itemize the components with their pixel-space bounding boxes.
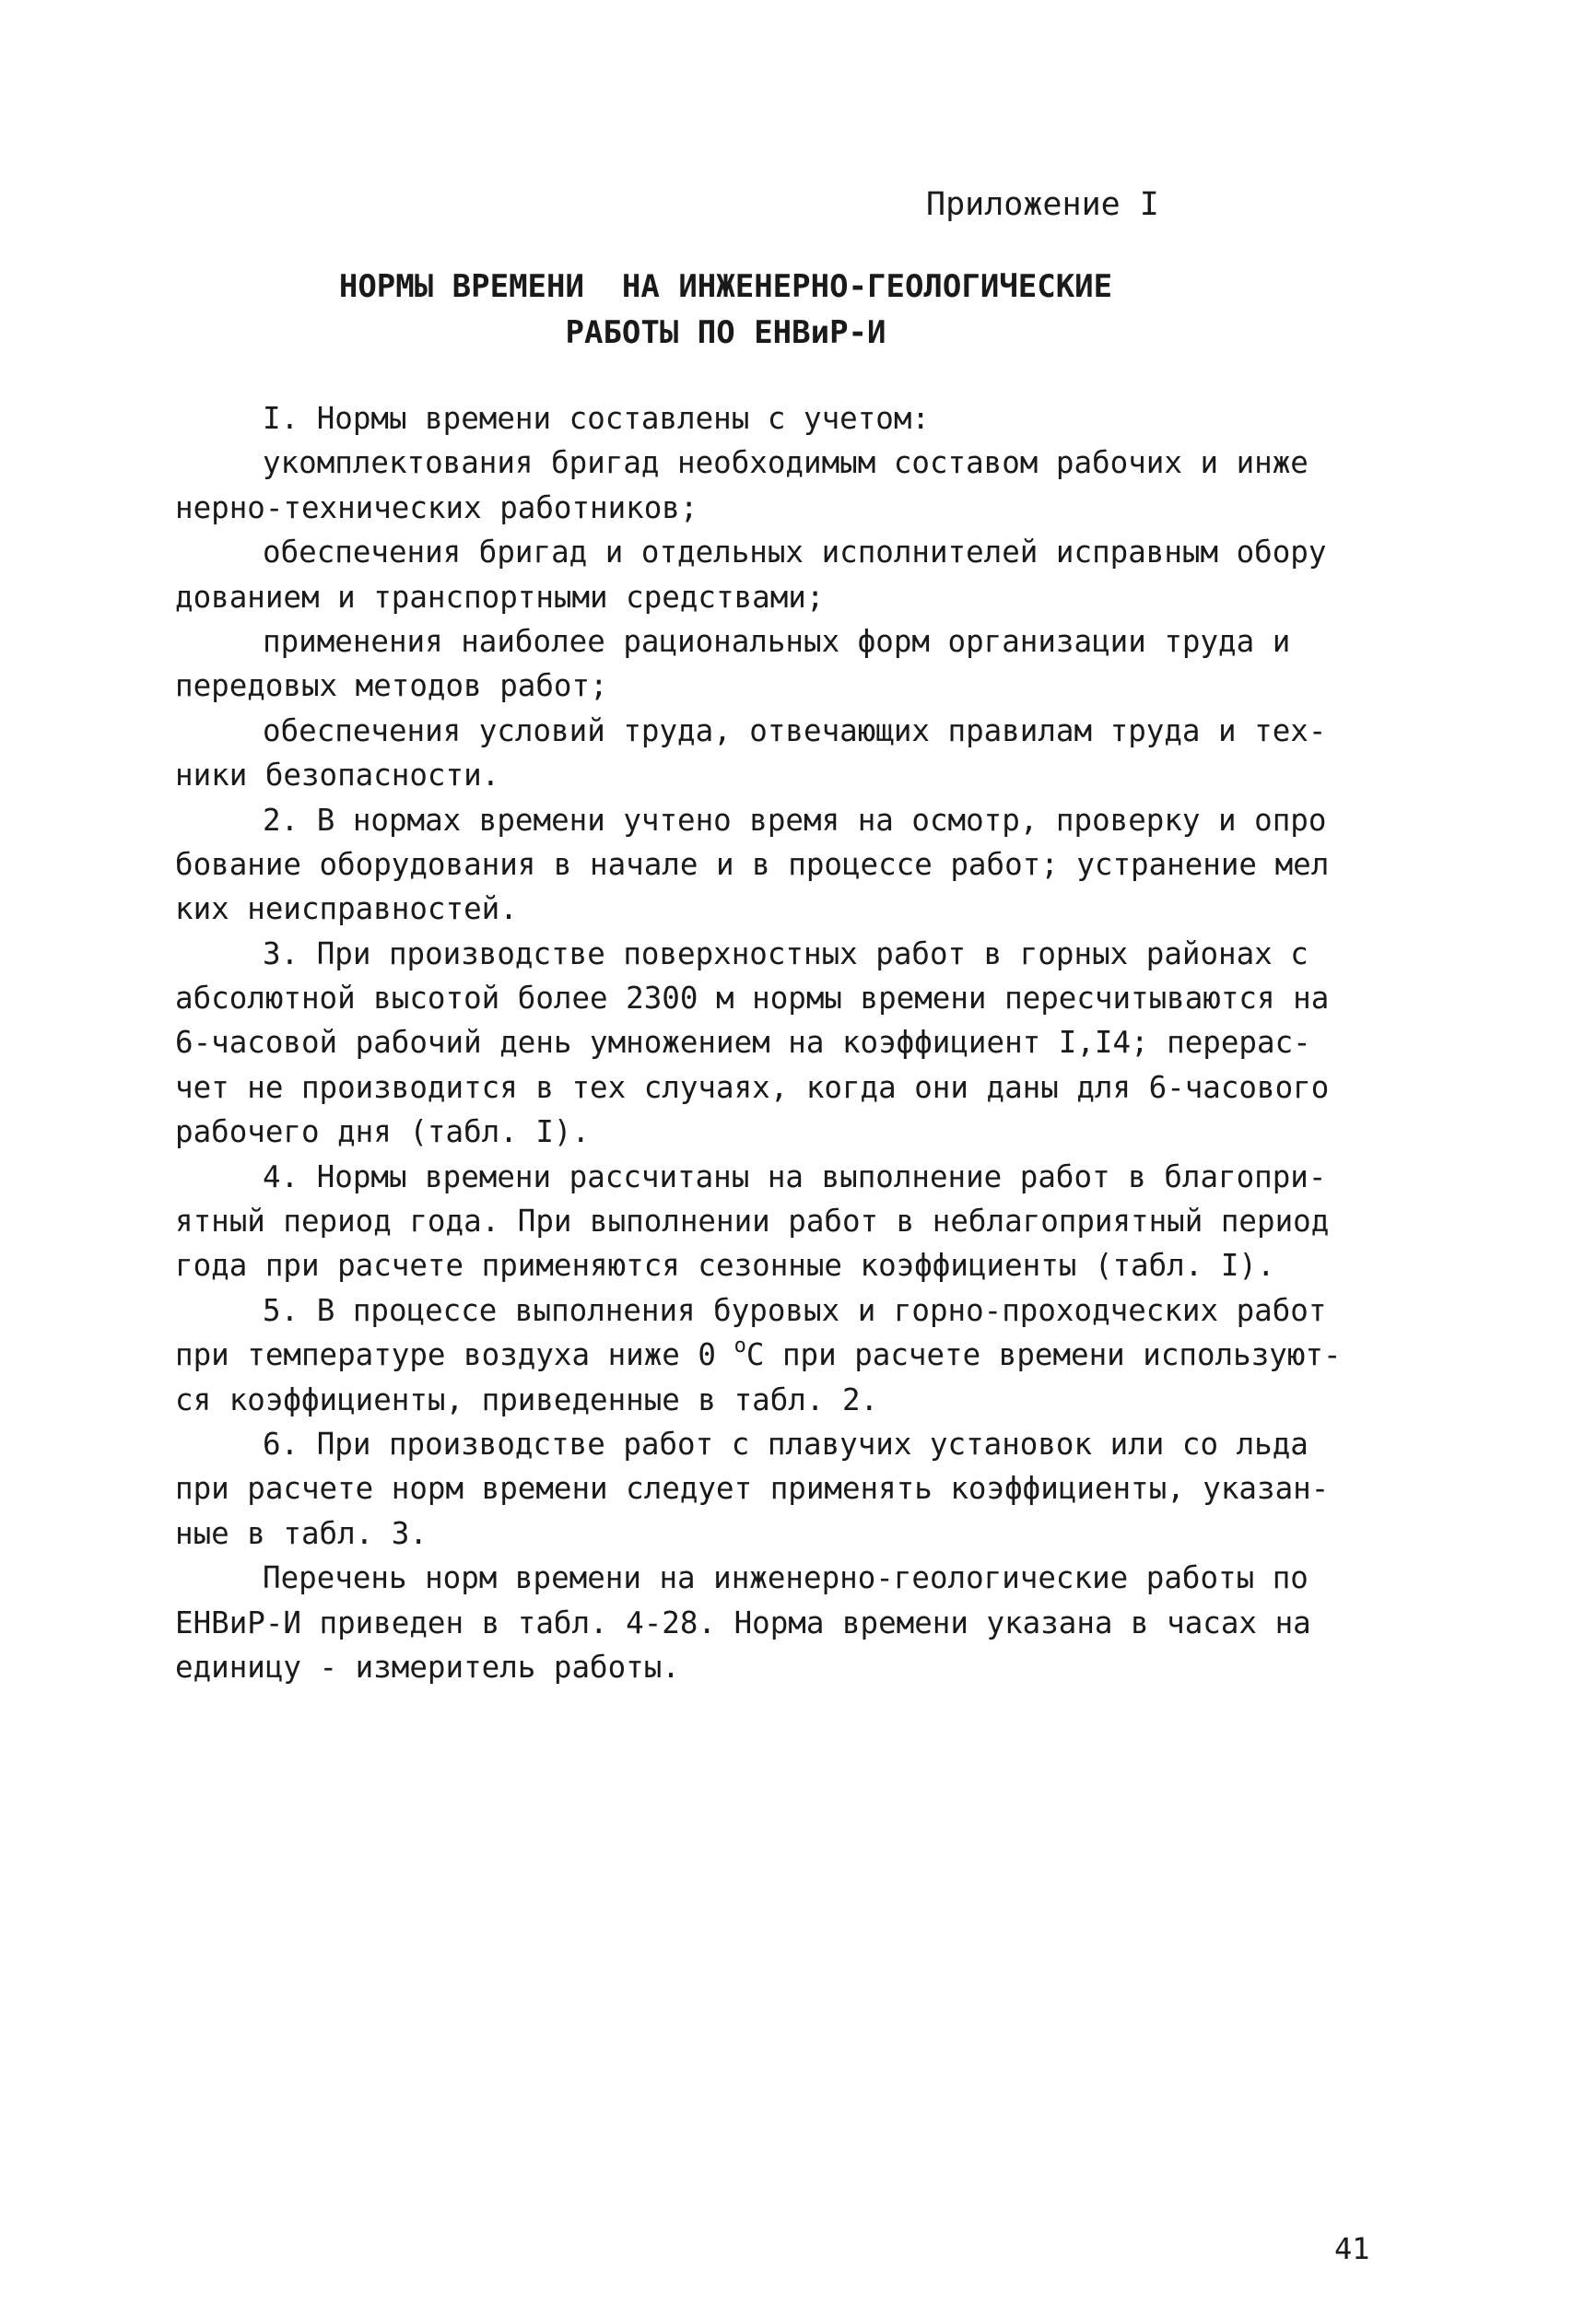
paragraph-line: передовых методов работ;: [175, 668, 608, 704]
text-segment: С при расчете времени используют-: [745, 1337, 1342, 1373]
paragraph-7-line: Перечень норм времени на инженерно-геологические работы по: [263, 1560, 1308, 1596]
title-line-1: НОРМЫ ВРЕМЕНИ НА ИНЖЕНЕРНО-ГЕОЛОГИЧЕСКИЕ: [338, 268, 1113, 305]
paragraph-line: применения наиболее рациональных форм организации труда и: [263, 623, 1291, 659]
paragraph-line: бование оборудования в начале и в процессе работ; устранение мел: [175, 846, 1330, 882]
paragraph-line: ких неисправностей.: [175, 891, 518, 927]
paragraph-1-line: I. Нормы времени составлены с учетом:: [263, 401, 930, 436]
paragraph-line: обеспечения бригад и отдельных исполнителей исправным обору: [263, 535, 1327, 570]
paragraph-line: при расчете норм времени следует применять коэффициенты, указан-: [175, 1471, 1330, 1507]
document-title: [175, 264, 1276, 356]
paragraph-line: ЕНВиР-И приведен в табл. 4-28. Норма времени указана в часах на: [175, 1605, 1311, 1640]
paragraph-line: 6-часовой рабочий день умножением на коэффициент I,I4; перерас-: [175, 1025, 1311, 1061]
paragraph-line: ники безопасности.: [175, 758, 500, 794]
paragraph-3-line: 3. При производстве поверхностных работ в горных районах с: [263, 935, 1308, 971]
paragraph-line: [175, 1333, 1373, 1377]
paragraph-line: ные в табл. 3.: [175, 1515, 428, 1551]
paragraph-line: ся коэффициенты, приведенные в табл. 2.: [175, 1381, 879, 1417]
paragraph-4-line: 4. Нормы времени рассчитаны на выполнение работ в благопри-: [263, 1158, 1327, 1194]
degree-superscript: о: [733, 1334, 746, 1358]
title-line-2: РАБОТЫ ПО ЕНВиР-И: [565, 314, 886, 351]
paragraph-line: дованием и транспортными средствами;: [175, 579, 825, 615]
paragraph-2-line: 2. В нормах времени учтено время на осмотр, проверку и опро: [263, 802, 1327, 838]
paragraph-line: абсолютной высотой более 2300 м нормы времени пересчитываются на: [175, 981, 1330, 1017]
paragraph-line: года при расчете применяются сезонные коэффициенты (табл. I).: [175, 1248, 1275, 1284]
paragraph-line: единицу - измеритель работы.: [175, 1649, 680, 1685]
paragraph-line: обеспечения условий труда, отвечающих правилам труда и тех-: [263, 712, 1327, 748]
paragraph-line: нерно-технических работников;: [175, 489, 698, 525]
paragraph-line: чет не производится в тех случаях, когда они даны для 6-часового: [175, 1069, 1330, 1105]
paragraph-6-line: 6. При производстве работ с плавучих установок или со льда: [263, 1426, 1308, 1462]
paragraph-line: укомплектования бригад необходимым составом рабочих и инже: [263, 445, 1308, 481]
paragraph-5-line: 5. В процессе выполнения буровых и горно-проходческих работ: [263, 1292, 1327, 1328]
paragraph-line: рабочего дня (табл. I).: [175, 1114, 591, 1150]
body-text: [175, 396, 1373, 1689]
page-number: 41: [1334, 2231, 1370, 2266]
paragraph-line: ятный период года. При выполнении работ в неблагоприятный период: [175, 1204, 1330, 1240]
appendix-label: Приложение I: [926, 186, 1159, 223]
text-segment: при температуре воздуха ниже 0: [175, 1337, 734, 1373]
